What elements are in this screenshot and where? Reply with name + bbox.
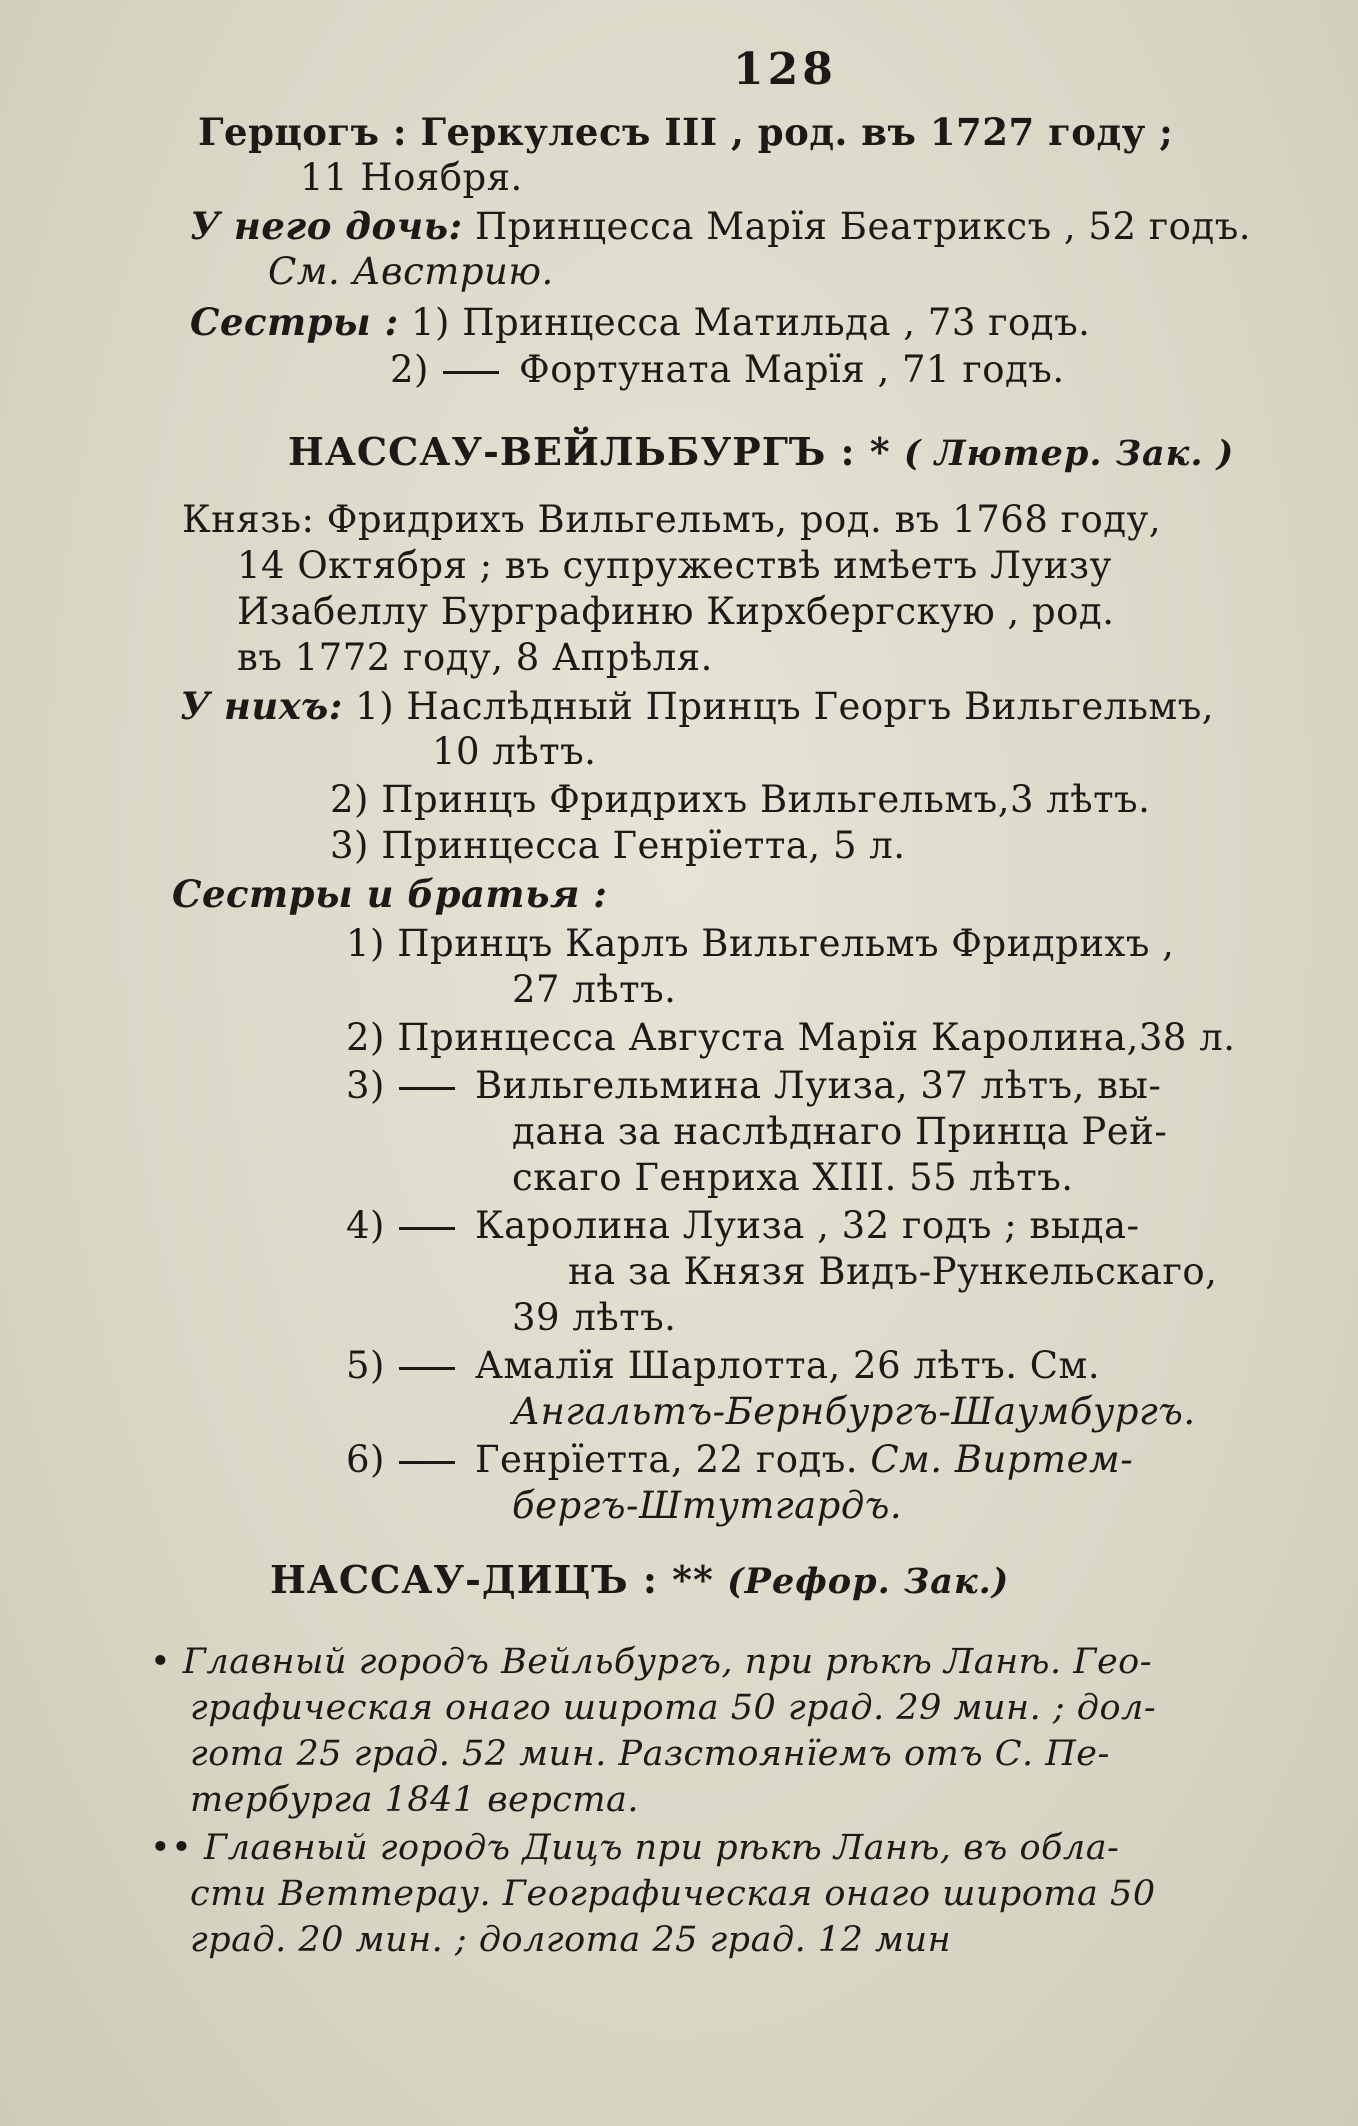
- sibling-text-3: Вильгельмина Луиза, 37 лѣтъ, вы-: [474, 1064, 1162, 1107]
- footnote-2-line-2: сти Веттерау. Географическая онаго широта 50: [190, 1874, 1156, 1914]
- heading-nassau-weilburg: [288, 430, 1234, 476]
- sisters-num-2: 2): [390, 348, 429, 391]
- heading-weilburg-note: ( Лютер. Зак. ): [890, 433, 1235, 474]
- footnote-2-line-1: •• Главный городъ Дицъ при рѣкѣ Ланѣ, въ обла-: [150, 1828, 1120, 1868]
- prince-line-2: 14 Октября ; въ супружествѣ имѣетъ Луизу: [237, 544, 1112, 587]
- sibling-line-4c: 39 лѣтъ.: [512, 1296, 677, 1339]
- sisters-text-1: 1) Принцесса Матильда , 73 годъ.: [398, 301, 1091, 344]
- page-number: 128: [733, 44, 837, 95]
- duke-line: Герцогъ : Геркулесъ III , род. въ 1727 году ;: [198, 110, 1174, 154]
- daughter-label: У него дочь:: [190, 204, 463, 248]
- ditto-dash: [399, 1461, 455, 1464]
- sibling-line-1: 1) Принцъ Карлъ Вильгельмъ Фридрихъ ,: [346, 922, 1175, 965]
- sibling-num-5: 5): [346, 1344, 385, 1387]
- sibling-line-3c: скаго Генриха XIII. 55 лѣтъ.: [512, 1156, 1074, 1199]
- ditto-dash: [399, 1227, 455, 1230]
- sibling-line-4: [346, 1204, 1140, 1248]
- sisters-line-1: [190, 300, 1090, 345]
- ditto-dash: [399, 1087, 455, 1090]
- children-line-3: 3) Принцесса Генрїетта, 5 л.: [330, 824, 906, 867]
- sibling-text-5: Амалїя Шарлотта, 26 лѣтъ. См.: [474, 1344, 1101, 1387]
- sisters-label: Сестры :: [190, 300, 399, 344]
- prince-line: Князь: Фридрихъ Вильгельмъ, род. въ 1768 году,: [182, 498, 1162, 541]
- footnote-2-line-3: град. 20 мин. ; долгота 25 град. 12 мин: [190, 1920, 952, 1960]
- daughter-text: Принцесса Марїя Беатриксъ , 52 годъ.: [462, 205, 1251, 248]
- children-line-2: 2) Принцъ Фридрихъ Вильгельмъ,3 лѣтъ.: [330, 778, 1151, 821]
- footnote-1-line-3: гота 25 град. 52 мин. Разстоянїемъ отъ С. Пе-: [190, 1734, 1110, 1774]
- sibling-line-2: 2) Принцесса Августа Марїя Каролина,38 л.: [346, 1016, 1236, 1059]
- sibling-line-5b: Ангальтъ-Бернбургъ-Шаумбургъ.: [512, 1390, 1196, 1433]
- sibling-text-4: Каролина Луиза , 32 годъ ; выда-: [474, 1204, 1140, 1247]
- sibling-see-6: См. Виртем-: [858, 1438, 1134, 1481]
- sibling-age-1: 27 лѣтъ.: [512, 968, 677, 1011]
- see-austria: См. Австрию.: [268, 250, 554, 293]
- siblings-label: Сестры и братья :: [172, 872, 608, 916]
- prince-line-3: Изабеллу Бурграфиню Кирхбергскую , род.: [237, 590, 1115, 633]
- sibling-line-5: [346, 1344, 1100, 1388]
- heading-diez-title: НАССАУ-ДИЦЪ : **: [270, 1557, 714, 1602]
- ditto-dash: [399, 1367, 455, 1370]
- daughter-line: [190, 204, 1251, 249]
- sibling-num-4: 4): [346, 1204, 385, 1247]
- children-line: [180, 684, 1214, 729]
- sibling-text-6: Генрїетта, 22 годъ.: [474, 1438, 859, 1481]
- footnote-1-line-1: • Главный городъ Вейльбургъ, при рѣкѣ Ланѣ. Гео-: [150, 1642, 1153, 1682]
- children-text-1: 1) Наслѣдный Принцъ Георгъ Вильгельмъ,: [342, 685, 1215, 728]
- ditto-dash: [443, 371, 499, 374]
- sibling-num-6: 6): [346, 1438, 385, 1481]
- sibling-line-6: [346, 1438, 1133, 1482]
- footnote-1-line-4: тербурга 1841 верста.: [190, 1780, 640, 1820]
- duke-birth-date: 11 Ноября.: [300, 156, 523, 199]
- sisters-text-2: Фортуната Марїя , 71 годъ.: [518, 348, 1065, 391]
- sibling-line-3b: дана за наслѣднаго Принца Рей-: [512, 1110, 1168, 1153]
- children-label: У нихъ:: [180, 684, 343, 728]
- heading-diez-note: (Рефор. Зак.): [713, 1561, 1010, 1602]
- sibling-num-3: 3): [346, 1064, 385, 1107]
- prince-line-4: въ 1772 году, 8 Апрѣля.: [237, 636, 713, 679]
- footnote-1-line-2: графическая онаго широта 50 град. 29 мин. ; дол-: [190, 1688, 1157, 1728]
- sibling-line-4b: на за Князя Видъ-Рункельскаго,: [568, 1250, 1218, 1293]
- sibling-line-6b: бергъ-Штутгардъ.: [512, 1484, 903, 1527]
- sibling-line-3: [346, 1064, 1161, 1108]
- sisters-line-2: [390, 348, 1065, 392]
- heading-weilburg-title: НАССАУ-ВЕЙЛЬБУРГЪ : *: [288, 429, 891, 474]
- heading-nassau-diez: [270, 1558, 1009, 1604]
- children-age-1: 10 лѣтъ.: [432, 730, 597, 773]
